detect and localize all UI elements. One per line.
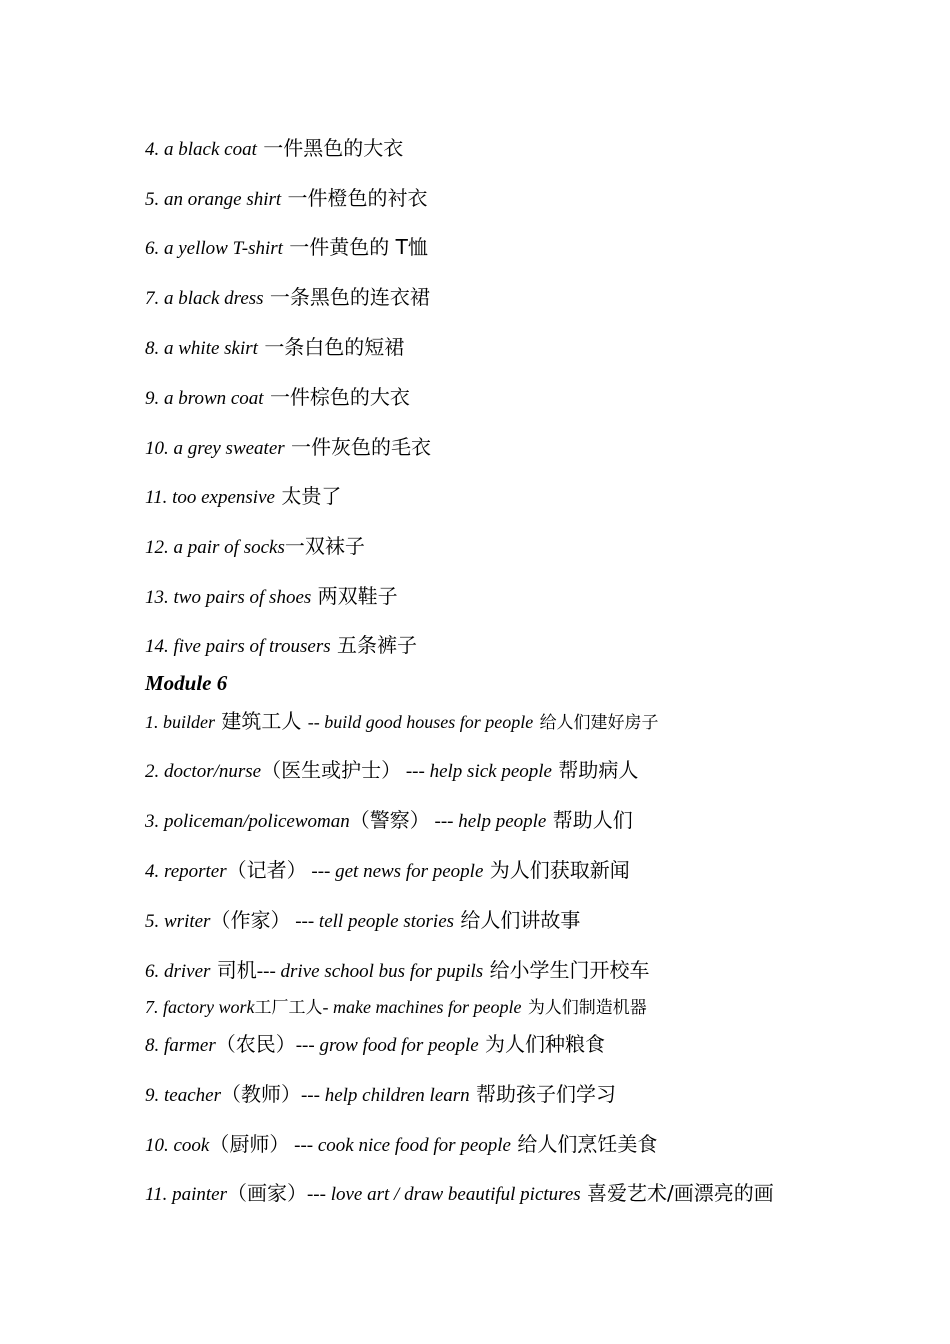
- job-description: --- drive school bus for pupils: [256, 961, 484, 982]
- list-item: [145, 1031, 605, 1059]
- job-name-chinese: （厨师）: [209, 1132, 290, 1156]
- chinese-translation: 一双袜子: [284, 534, 365, 558]
- job-name: 1. builder: [145, 712, 215, 732]
- job-description-chinese: 帮助病人: [558, 758, 639, 782]
- chinese-translation: 一件灰色的毛衣: [291, 435, 432, 459]
- job-description: -- build good houses for people: [307, 712, 534, 732]
- english-phrase: 12. a pair of socks: [145, 537, 285, 558]
- job-name: 9. teacher: [145, 1085, 221, 1106]
- english-phrase: 4. a black coat: [145, 139, 257, 160]
- job-name-chinese: （警察）: [349, 808, 430, 832]
- job-name-chinese: （农民）: [215, 1032, 296, 1056]
- job-description: --- help children learn: [300, 1085, 470, 1106]
- job-description: - make machines for people: [322, 997, 522, 1017]
- list-item: [145, 757, 638, 785]
- list-item: [145, 993, 647, 1021]
- job-name-chinese: （画家）: [226, 1181, 307, 1205]
- job-name: 4. reporter: [145, 861, 227, 882]
- job-description: --- get news for people: [306, 861, 484, 882]
- job-description: --- tell people stories: [290, 911, 455, 932]
- english-phrase: 10. a grey sweater: [145, 438, 285, 459]
- job-name: 7. factory work: [145, 997, 255, 1017]
- list-item: [145, 583, 398, 611]
- list-item: [145, 632, 417, 660]
- job-name: 5. writer: [145, 911, 211, 932]
- job-description-chinese: 为人们制造机器: [527, 998, 647, 1018]
- list-item: [145, 434, 431, 462]
- list-item: [145, 334, 404, 362]
- chinese-translation: 两双鞋子: [317, 584, 398, 608]
- english-phrase: 14. five pairs of trousers: [145, 636, 331, 657]
- english-phrase: 8. a white skirt: [145, 338, 258, 359]
- job-name: 3. policeman/policewoman: [145, 811, 350, 832]
- job-name-chinese: （记者）: [226, 858, 307, 882]
- list-item: [145, 533, 365, 561]
- english-phrase: 11. too expensive: [145, 487, 275, 508]
- chinese-translation: 一条白色的短裙: [264, 335, 405, 359]
- chinese-translation: 一件棕色的大衣: [269, 385, 410, 409]
- list-item: [145, 1131, 657, 1159]
- chinese-translation: 太贵了: [281, 484, 342, 508]
- job-description: --- help people: [429, 811, 547, 832]
- chinese-translation: 五条裤子: [336, 633, 417, 657]
- job-name-chinese: 司机: [216, 958, 257, 982]
- job-name-chinese: （医生或护士）: [261, 758, 402, 782]
- english-phrase: 7. a black dress: [145, 288, 264, 309]
- job-description-chinese: 给人们讲故事: [460, 908, 581, 932]
- list-item: [145, 135, 403, 163]
- chinese-translation: 一件黑色的大衣: [263, 136, 404, 160]
- english-phrase: 5. an orange shirt: [145, 189, 282, 210]
- module-heading: Module 6: [145, 671, 228, 695]
- list-item: [145, 185, 428, 213]
- job-name: 2. doctor/nurse: [145, 761, 262, 782]
- job-name-chinese: （教师）: [220, 1082, 301, 1106]
- job-name: 8. farmer: [145, 1035, 216, 1056]
- job-description: --- help sick people: [401, 761, 552, 782]
- job-name: 11. painter: [145, 1184, 227, 1205]
- english-phrase: 9. a brown coat: [145, 388, 264, 409]
- job-description-chinese: 为人们获取新闻: [489, 858, 630, 882]
- job-description-chinese: 帮助孩子们学习: [476, 1082, 617, 1106]
- job-description-chinese: 为人们种粮食: [485, 1032, 606, 1056]
- job-description: --- grow food for people: [295, 1035, 479, 1056]
- job-description-chinese: 帮助人们: [552, 808, 633, 832]
- job-name-chinese: 建筑工人: [221, 709, 302, 733]
- list-item: [145, 284, 430, 312]
- list-item: [145, 384, 410, 412]
- english-phrase: 6. a yellow T-shirt: [145, 238, 283, 259]
- chinese-translation: 一条黑色的连衣裙: [269, 285, 430, 309]
- chinese-translation: 一件橙色的衬衣: [287, 186, 428, 210]
- list-item: [145, 907, 580, 935]
- list-item: [145, 708, 659, 736]
- job-name-chinese: 工厂工人: [254, 998, 323, 1018]
- list-item: [145, 483, 341, 511]
- list-item: [145, 234, 428, 262]
- job-description-chinese: 喜爱艺术/画漂亮的画: [587, 1181, 774, 1205]
- list-item: [145, 1180, 774, 1208]
- job-description: --- cook nice food for people: [289, 1135, 511, 1156]
- list-item: [145, 857, 630, 885]
- job-name: 10. cook: [145, 1135, 210, 1156]
- job-description-chinese: 给人们烹饪美食: [517, 1132, 658, 1156]
- job-description: --- love art / draw beautiful pictures: [306, 1184, 581, 1205]
- job-description-chinese: 给小学生门开校车: [489, 958, 650, 982]
- list-item: [145, 1081, 616, 1109]
- job-description-chinese: 给人们建好房子: [539, 713, 659, 733]
- job-name-chinese: （作家）: [210, 908, 291, 932]
- english-phrase: 13. two pairs of shoes: [145, 587, 312, 608]
- job-name: 6. driver: [145, 961, 211, 982]
- list-item: [145, 957, 650, 985]
- chinese-translation: 一件黄色的 T恤: [289, 235, 428, 259]
- list-item: [145, 807, 633, 835]
